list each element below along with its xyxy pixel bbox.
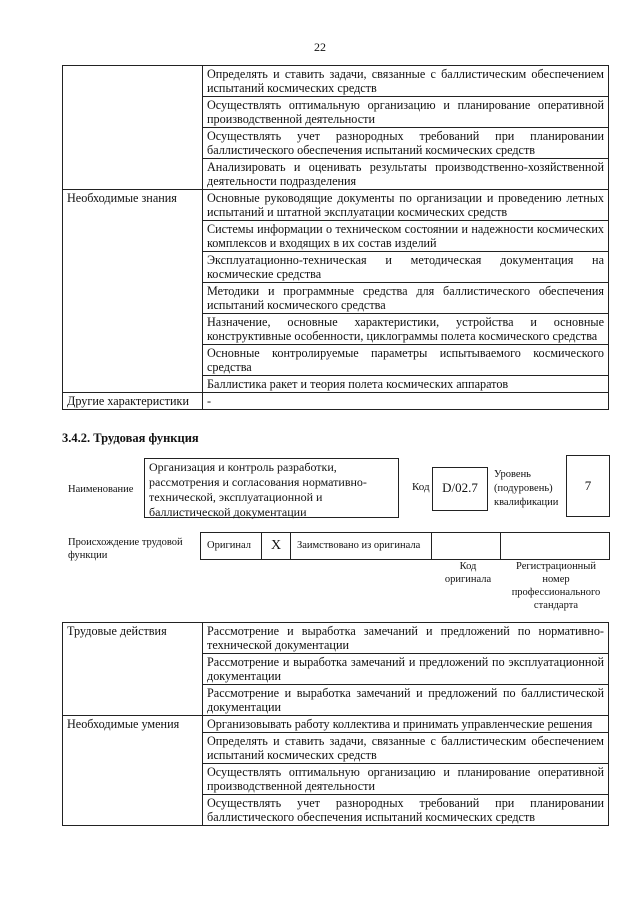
page-number: 22: [314, 40, 326, 54]
table-row: [63, 66, 609, 97]
row-text: Осуществлять учет разнородных требований при планировании баллистического обеспечения испытаний космических средств: [203, 128, 609, 159]
divider: [398, 458, 399, 518]
row-text: Баллистика ракет и теория полета космических аппаратов: [203, 376, 609, 393]
row-text: -: [203, 393, 609, 410]
row-text: Рассмотрение и выработка замечаний и предложений по нормативно-технической документации: [203, 623, 609, 654]
row-text: Методики и программные средства для баллистического обеспечения испытаний космического средства: [203, 283, 609, 314]
origin-code-cell: [431, 532, 501, 560]
row-text: Осуществлять оптимальную организацию и планирование оперативной производственной деятельности: [203, 764, 609, 795]
row-text: Организовывать работу коллектива и принимать управленческие решения: [203, 716, 609, 733]
row-text: Эксплуатационно-техническая и методическая документация на космические средства: [203, 252, 609, 283]
row-text: Осуществлять учет разнородных требований при планировании баллистического обеспечения испытаний космических средств: [203, 795, 609, 826]
level-label: Уровень (подуровень) квалификации: [494, 469, 559, 508]
function-name: Организация и контроль разработки, рассмотрения и согласования нормативно-технической, эксплуатационной и баллистической документации: [149, 460, 367, 519]
row-label-required-knowledge: Необходимые знания: [63, 190, 203, 393]
origin-code-caption: Код оригинала: [444, 561, 492, 585]
row-text: Определять и ставить задачи, связанные с баллистическим обеспечением испытаний космических средств: [203, 66, 609, 97]
row-label: [63, 66, 203, 190]
function-name-box: [144, 458, 398, 518]
row-text: Системы информации о техническом состоянии и надежности космических комплексов и входящих в их состав изделий: [203, 221, 609, 252]
table-row: [63, 623, 609, 654]
name-label: Наименование: [68, 484, 134, 495]
original-mark: X: [261, 532, 291, 560]
section-heading: 3.4.2. Трудовая функция: [62, 431, 199, 445]
table-row: [63, 716, 609, 733]
actions-table: [62, 622, 609, 826]
row-text: Назначение, основные характеристики, устройства и основные конструктивные особенности, циклограммы полета космического средства: [203, 314, 609, 345]
origin-reg-cell: [500, 532, 610, 560]
row-text: Основные руководящие документы по организации и проведению летных испытаний и штатной эксплуатации космических средств: [203, 190, 609, 221]
row-label-labor-actions: Трудовые действия: [63, 623, 203, 716]
code-box: D/02.7: [432, 467, 488, 511]
row-text: Осуществлять оптимальную организацию и планирование оперативной производственной деятельности: [203, 97, 609, 128]
table-row: [63, 190, 609, 221]
row-text: Анализировать и оценивать результаты производственно-хозяйственной деятельности подразделения: [203, 159, 609, 190]
origin-reg-caption: Регистрационный номер профессионального стандарта: [511, 561, 601, 611]
table-row: [63, 393, 609, 410]
row-label-other: Другие характеристики: [63, 393, 203, 410]
original-cell: Оригинал: [200, 532, 262, 560]
level-box: 7: [566, 455, 610, 517]
row-text: Рассмотрение и выработка замечаний и предложений по эксплуатационной документации: [203, 654, 609, 685]
code-label: Код: [412, 481, 430, 493]
row-text: Определять и ставить задачи, связанные с баллистическим обеспечением испытаний космических средств: [203, 733, 609, 764]
row-text: Основные контролируемые параметры испытываемого космического средства: [203, 345, 609, 376]
row-text: Рассмотрение и выработка замечаний и предложений по баллистической документации: [203, 685, 609, 716]
origin-label: Происхождение трудовой функции: [68, 537, 183, 561]
knowledge-table: [62, 65, 609, 410]
row-label-required-skills: Необходимые умения: [63, 716, 203, 826]
borrowed-cell: Заимствовано из оригинала: [290, 532, 432, 560]
